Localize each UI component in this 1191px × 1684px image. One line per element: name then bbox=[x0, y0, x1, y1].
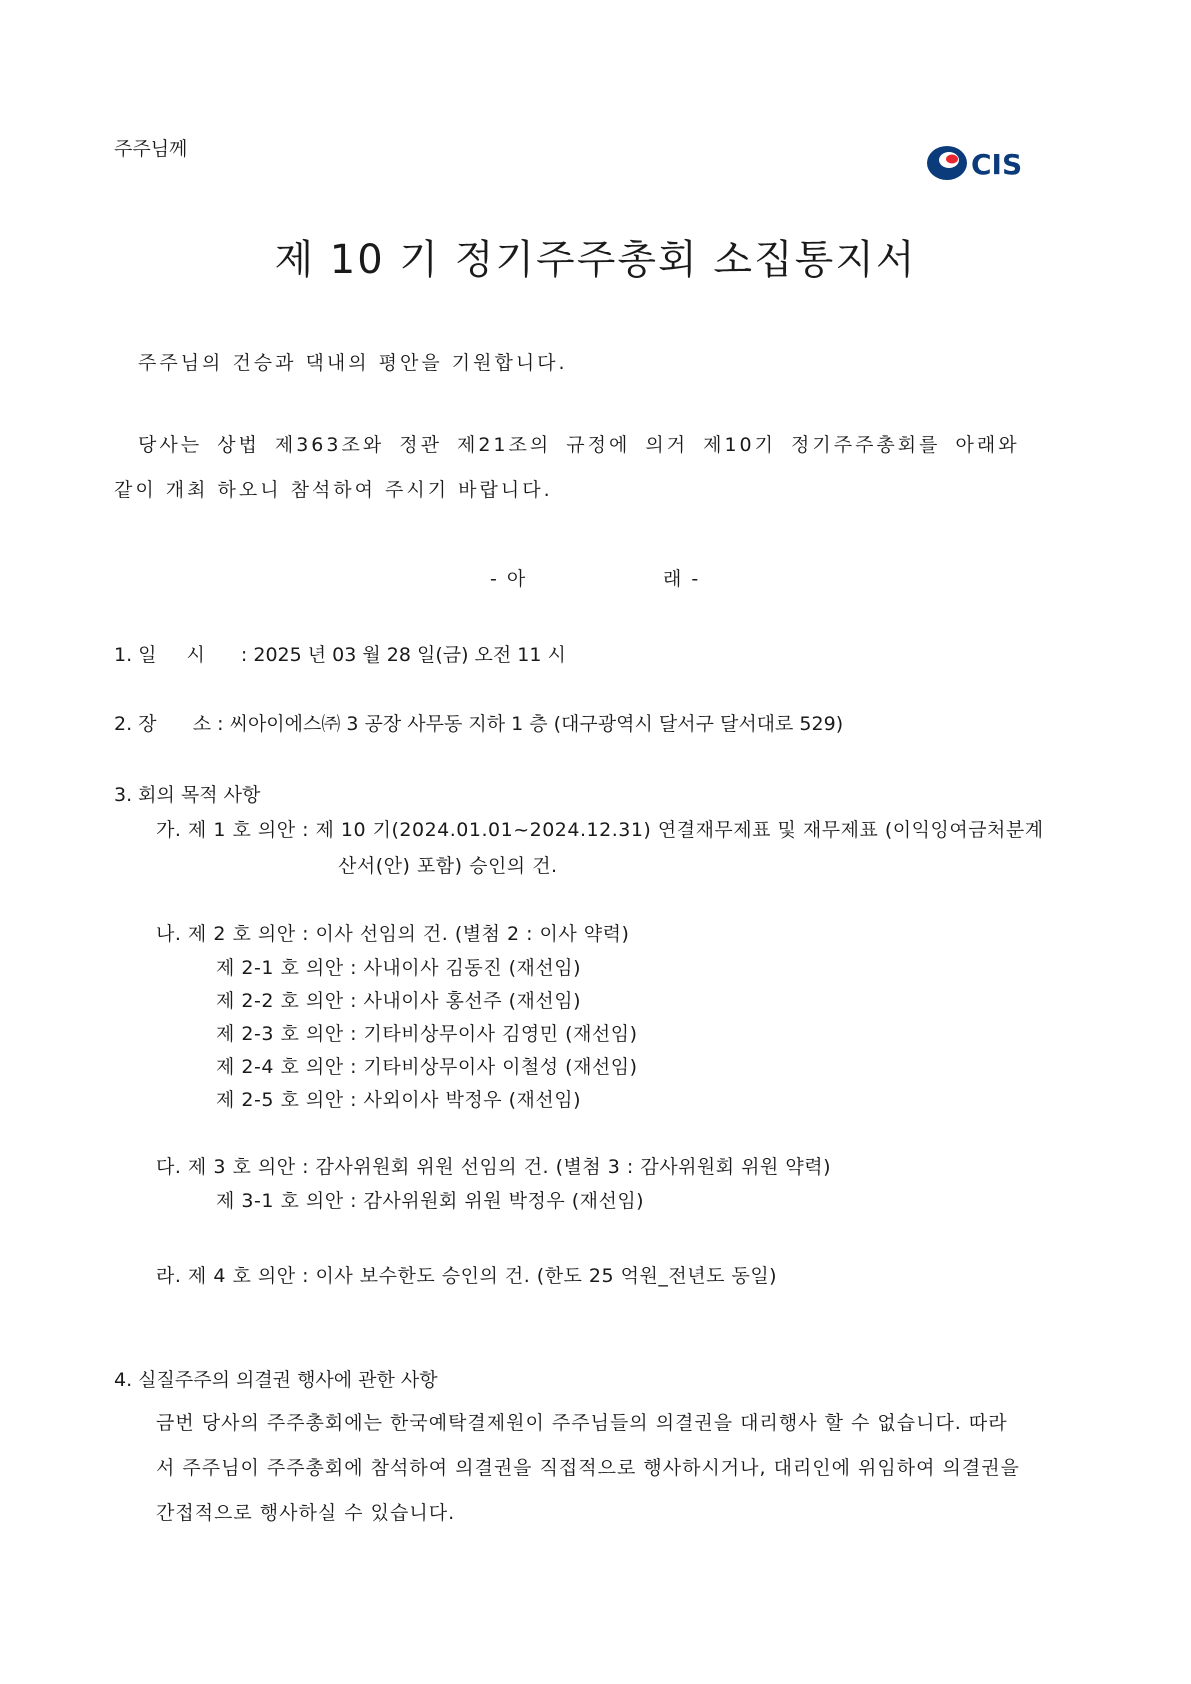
below-marker-left: - 아 bbox=[490, 568, 528, 590]
intro-line-1: 당사는 상법 제363조와 정관 제21조의 규정에 의거 제10기 정기주주총회를 아래와 bbox=[138, 434, 1020, 456]
item-place: 2. 장 소 : 씨아이에스㈜ 3 공장 사무동 지하 1 층 (대구광역시 달서구 달서대로 529) bbox=[114, 713, 844, 735]
agenda-ga-line-2: 산서(안) 포함) 승인의 건. bbox=[338, 855, 558, 877]
document-title: 제 10 기 정기주주총회 소집통지서 bbox=[274, 237, 917, 283]
intro-line-2: 같이 개최 하오니 참석하여 주시기 바랍니다. bbox=[114, 479, 553, 501]
agenda-ra-line: 라. 제 4 호 의안 : 이사 보수한도 승인의 건. (한도 25 억원_전년도 동일) bbox=[156, 1265, 778, 1287]
greeting-paragraph: 주주님의 건승과 댁내의 평안을 기원합니다. bbox=[138, 352, 568, 374]
agenda-na-sub-3: 제 2-3 호 의안 : 기타비상무이사 김영민 (재선임) bbox=[216, 1023, 638, 1045]
agenda-heading: 3. 회의 목적 사항 bbox=[114, 784, 261, 806]
cis-logo-icon bbox=[925, 140, 1065, 186]
agenda-na-sub-4: 제 2-4 호 의안 : 기타비상무이사 이철성 (재선임) bbox=[216, 1056, 638, 1078]
voting-line-3: 간접적으로 행사하실 수 있습니다. bbox=[156, 1502, 456, 1524]
item-date-label: 일시 bbox=[138, 644, 235, 666]
logo-red-dot bbox=[946, 155, 958, 164]
item-date-prefix: 1. bbox=[114, 644, 139, 666]
company-logo bbox=[925, 140, 1065, 186]
voting-line-1: 금번 당사의 주주총회에는 한국예탁결제원이 주주님들의 의결권을 대리행사 할 수 없습니다. 따라 bbox=[156, 1412, 1008, 1434]
voting-line-2: 서 주주님이 주주총회에 참석하여 의결권을 직접적으로 행사하시거나, 대리인에 위임하여 의결권을 bbox=[156, 1457, 1020, 1479]
voting-heading: 4. 실질주주의 의결권 행사에 관한 사항 bbox=[114, 1369, 438, 1391]
logo-wordmark: CIS bbox=[971, 148, 1023, 181]
item-date-value: : 2025 년 03 월 28 일(금) 오전 11 시 bbox=[234, 644, 566, 666]
agenda-da-line: 다. 제 3 호 의안 : 감사위원회 위원 선임의 건. (별첨 3 : 감사위원회 위원 약력) bbox=[156, 1156, 832, 1178]
salutation: 주주님께 bbox=[114, 138, 188, 160]
agenda-na-line: 나. 제 2 호 의안 : 이사 선임의 건. (별첨 2 : 이사 약력) bbox=[156, 923, 630, 945]
agenda-na-sub-1: 제 2-1 호 의안 : 사내이사 김동진 (재선임) bbox=[216, 957, 581, 979]
agenda-ga-line-1: 가. 제 1 호 의안 : 제 10 기(2024.01.01~2024.12.31) 연결재무제표 및 재무제표 (이익잉여금처분계 bbox=[156, 819, 1044, 841]
agenda-da-sub-1: 제 3-1 호 의안 : 감사위원회 위원 박정우 (재선임) bbox=[216, 1190, 645, 1212]
agenda-na-sub-5: 제 2-5 호 의안 : 사외이사 박정우 (재선임) bbox=[216, 1089, 581, 1111]
below-marker-right: 래 - bbox=[663, 568, 701, 590]
item-date bbox=[114, 640, 566, 667]
agenda-na-sub-2: 제 2-2 호 의안 : 사내이사 홍선주 (재선임) bbox=[216, 990, 581, 1012]
